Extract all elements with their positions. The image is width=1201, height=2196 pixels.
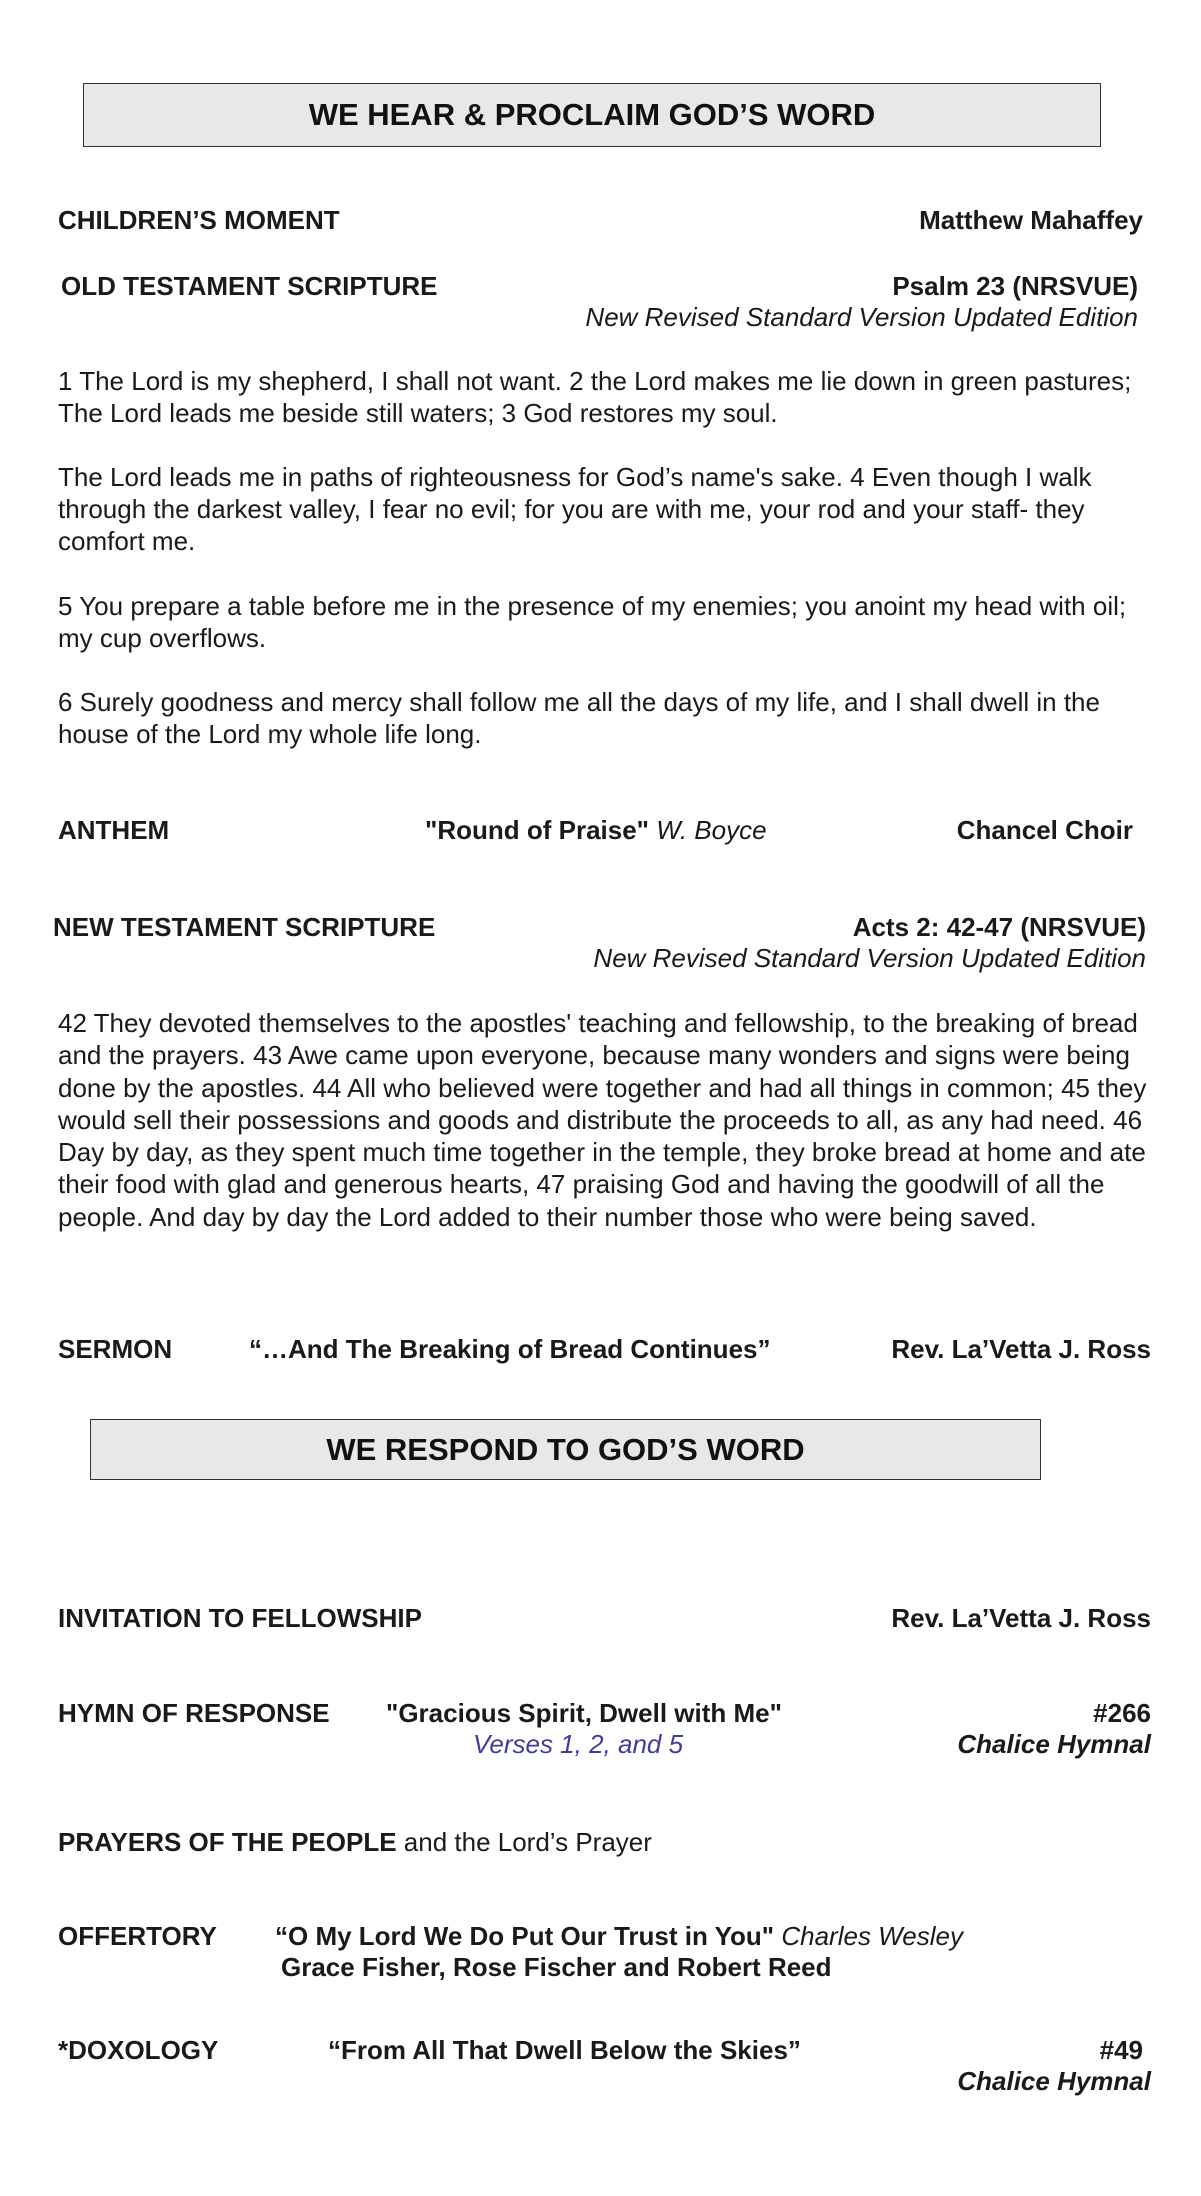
offertory-label: OFFERTORY — [58, 1921, 217, 1951]
doxology-title: “From All That Dwell Below the Skies” — [328, 2035, 801, 2065]
new-testament-version: New Revised Standard Version Updated Edition — [593, 943, 1146, 973]
offertory-performers: Grace Fisher, Rose Fischer and Robert Reed — [281, 1952, 832, 1982]
scripture-paragraph: The Lord leads me in paths of righteousness for God’s name's sake. 4 Even though I walk through the darkest valley, I fear no evil; for you are with me, your rod and your staff- they comfort me. — [58, 462, 1092, 556]
new-testament-label: NEW TESTAMENT SCRIPTURE — [53, 912, 436, 942]
anthem-performer: Chancel Choir — [956, 815, 1133, 845]
old-testament-label: OLD TESTAMENT SCRIPTURE — [61, 271, 438, 301]
anthem-title: "Round of Praise" — [425, 815, 650, 845]
scripture-paragraph: 1 The Lord is my shepherd, I shall not want. 2 the Lord makes me lie down in green pastures; The Lord leads me beside still waters; 3 God restores my soul. — [58, 366, 1132, 428]
prayers-suffix: and the Lord’s Prayer — [396, 1827, 652, 1857]
prayers-line — [58, 1827, 652, 1858]
doxology-number: #49 — [1099, 2035, 1143, 2065]
scripture-paragraph: 5 You prepare a table before me in the presence of my enemies; you anoint my head with oil; my cup overflows. — [58, 591, 1127, 653]
childrens-moment-label: CHILDREN’S MOMENT — [58, 205, 340, 235]
section-title: WE HEAR & PROCLAIM GOD’S WORD — [308, 97, 876, 132]
hymn-response-number: #266 — [1093, 1698, 1151, 1728]
section-banner-respond — [90, 1419, 1041, 1480]
hymn-response-label: HYMN OF RESPONSE — [58, 1698, 330, 1728]
section-banner-hear — [83, 83, 1101, 147]
old-testament-reference: Psalm 23 (NRSVUE) — [892, 271, 1138, 301]
hymn-response-verses: Verses 1, 2, and 5 — [473, 1729, 684, 1759]
invitation-leader: Rev. La’Vetta J. Ross — [891, 1603, 1151, 1633]
sermon-label: SERMON — [58, 1334, 173, 1364]
invitation-label: INVITATION TO FELLOWSHIP — [58, 1603, 422, 1633]
hymn-response-title: "Gracious Spirit, Dwell with Me" — [386, 1698, 782, 1728]
new-testament-reference: Acts 2: 42-47 (NRSVUE) — [852, 912, 1146, 942]
offertory-title-line — [275, 1921, 963, 1952]
sermon-preacher: Rev. La’Vetta J. Ross — [891, 1334, 1151, 1364]
sermon-title: “…And The Breaking of Bread Continues” — [249, 1334, 771, 1364]
doxology-hymnal: Chalice Hymnal — [957, 2066, 1151, 2096]
prayers-label: PRAYERS OF THE PEOPLE — [58, 1827, 397, 1857]
hymn-response-hymnal: Chalice Hymnal — [957, 1729, 1151, 1759]
old-testament-version: New Revised Standard Version Updated Edition — [585, 302, 1138, 332]
doxology-label: *DOXOLOGY — [58, 2035, 219, 2065]
offertory-title: “O My Lord We Do Put Our Trust in You" — [275, 1921, 775, 1951]
section-title: WE RESPOND TO GOD’S WORD — [326, 1431, 805, 1467]
scripture-paragraph: 6 Surely goodness and mercy shall follow me all the days of my life, and I shall dwell in the house of the Lord my whole life long. — [58, 687, 1100, 749]
offertory-composer: Charles Wesley — [781, 1921, 963, 1951]
new-testament-text: 42 They devoted themselves to the apostles' teaching and fellowship, to the breaking of bread and the prayers. 43 Awe came upon everyone, because many wonders and signs were being done by the apostles. 44 All who believed were together and had all things in common; 45 they would sell their possessions and goods and distribute the proceeds to all, as any had need. 46 Day by day, as they spent much time together in the temple, they broke bread at home and ate their food with glad and generous hearts, 47 praising God and having the goodwill of all the people. And day by day the Lord added to their number those who were being saved. — [58, 1008, 1147, 1232]
childrens-moment-leader: Matthew Mahaffey — [919, 205, 1143, 235]
anthem-composer: W. Boyce — [656, 815, 767, 845]
anthem-label: ANTHEM — [58, 815, 170, 845]
anthem-title-line — [425, 815, 767, 846]
